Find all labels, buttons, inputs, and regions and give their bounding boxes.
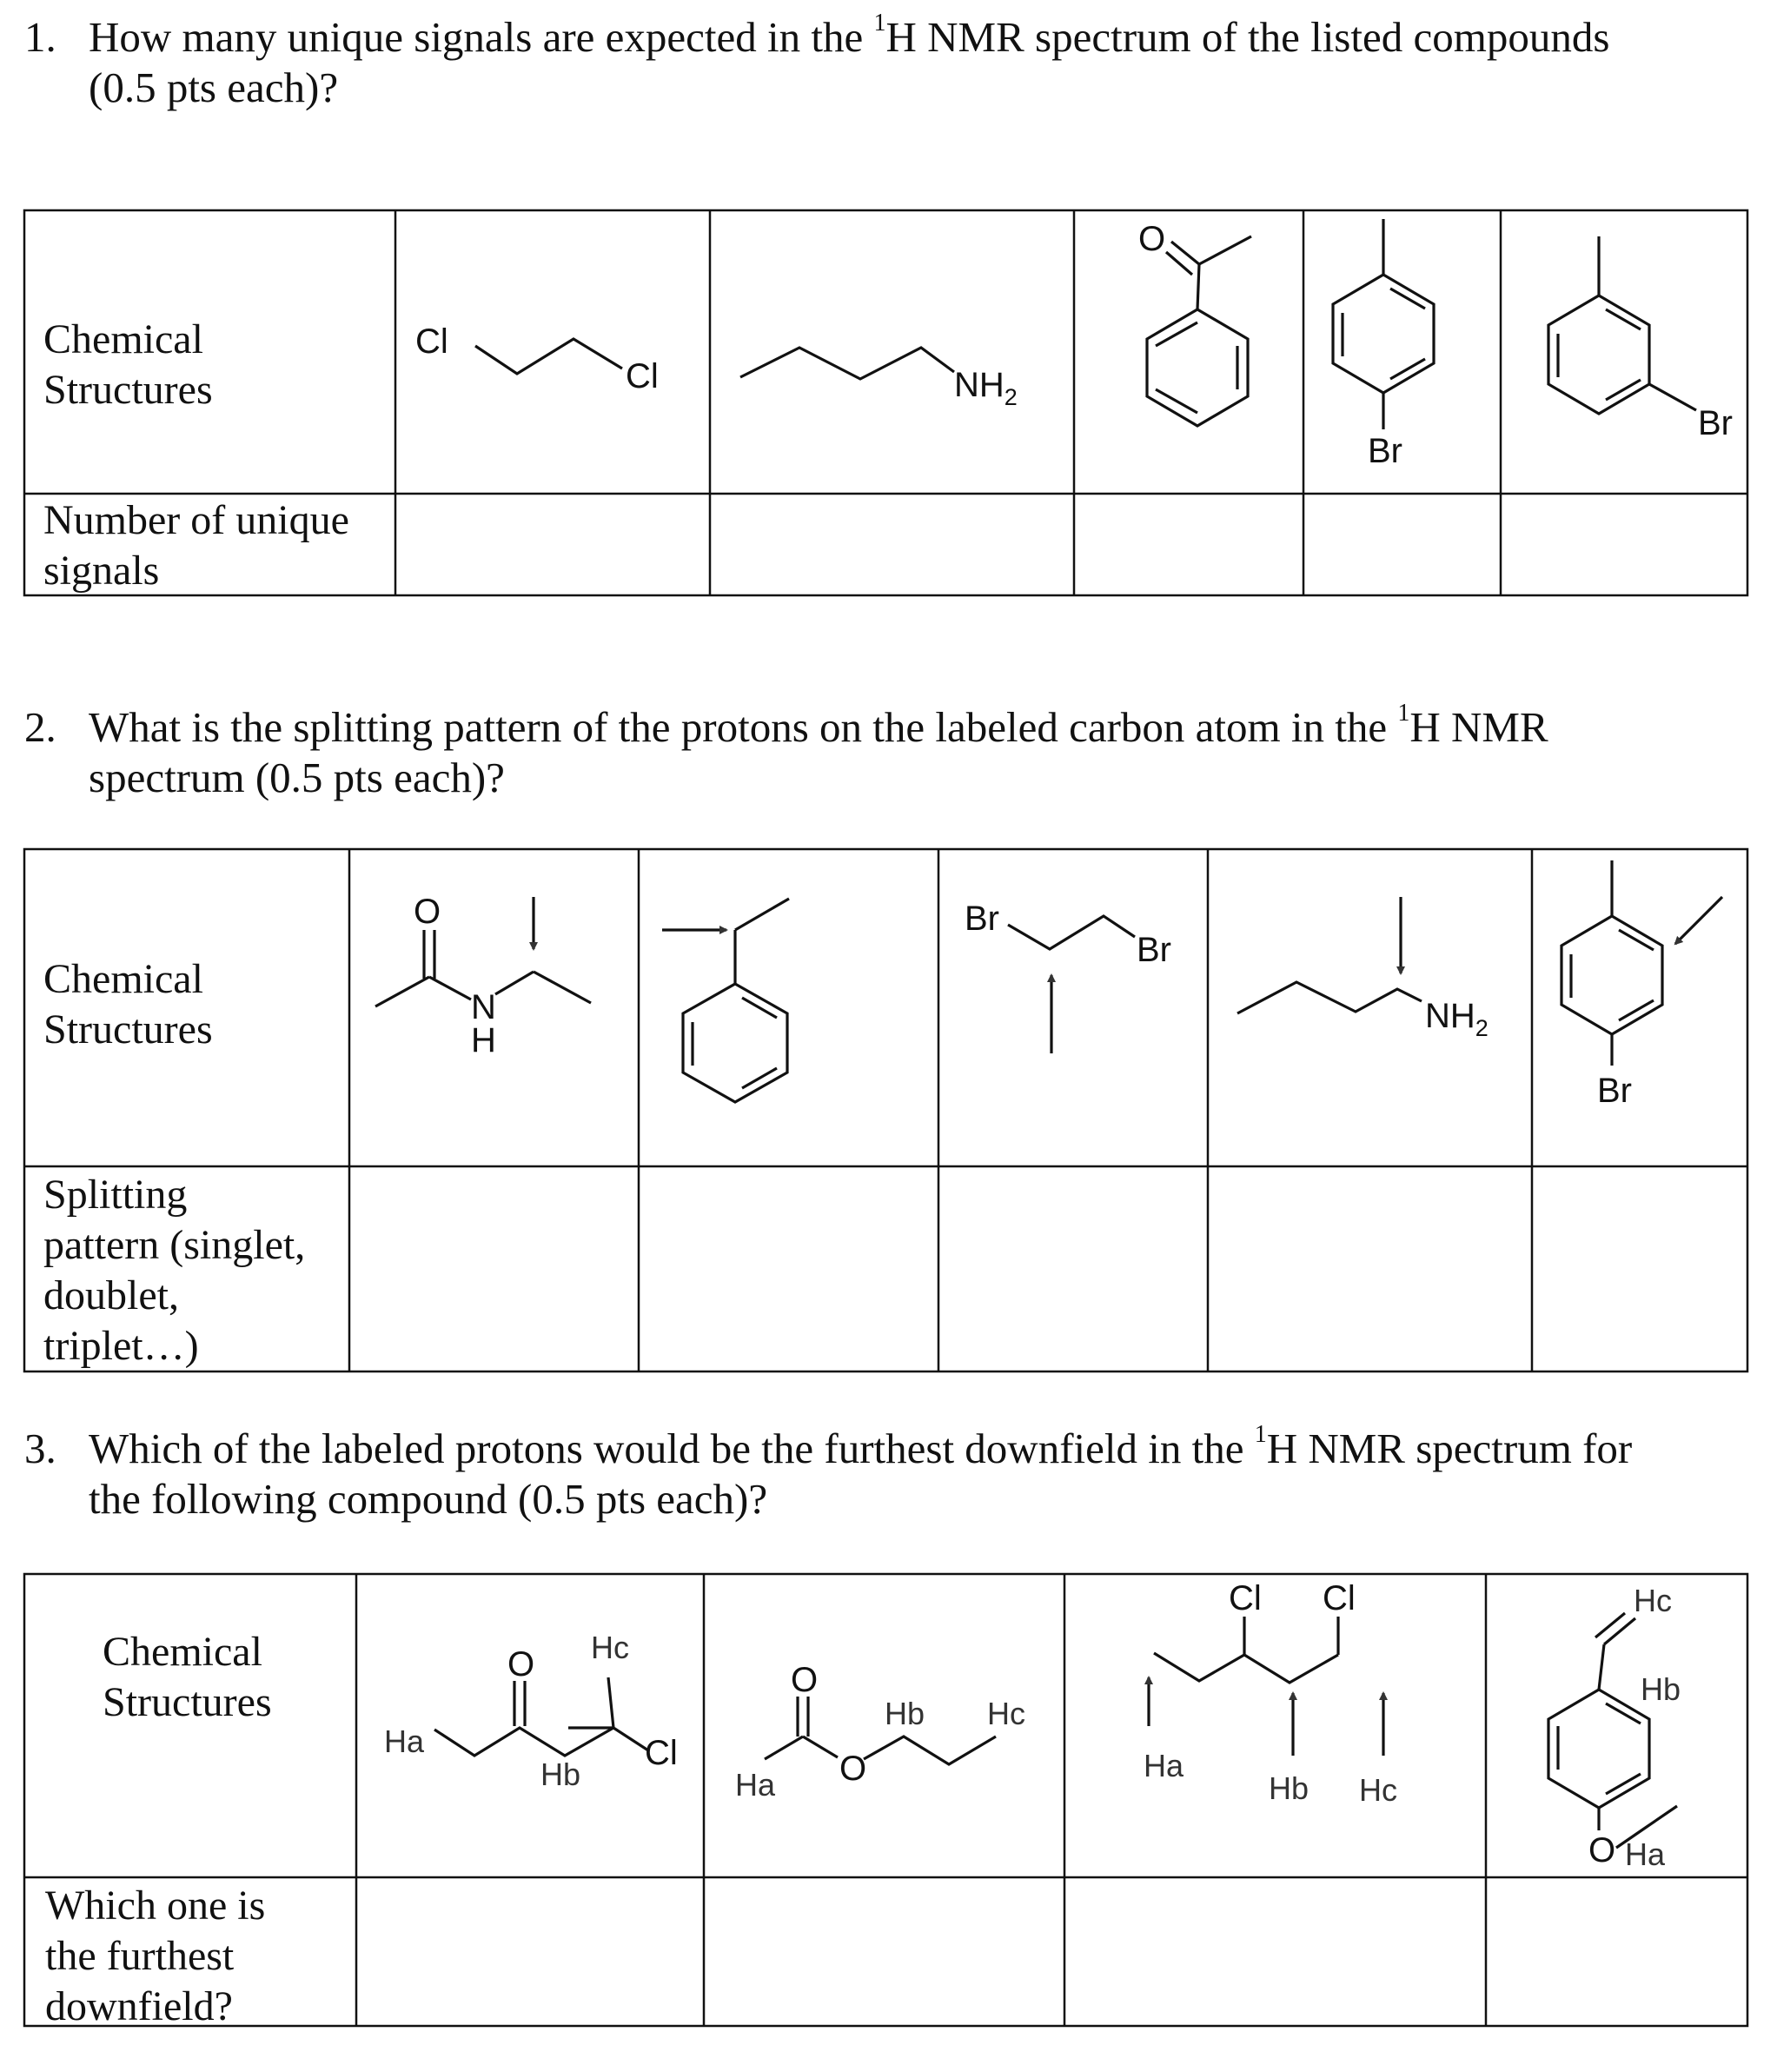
question-2-number: 2. xyxy=(24,703,56,751)
t3-c1-label-hc: Hc xyxy=(591,1630,629,1665)
t2-c5-bromine: Br xyxy=(1597,1072,1632,1110)
t3-structure-dichloroalkane xyxy=(1144,1579,1397,1808)
t3-c3-chlorine-2: Cl xyxy=(1323,1579,1356,1617)
t2-c3-bromine-left: Br xyxy=(965,900,999,938)
t1-c1-chlorine-right: Cl xyxy=(626,357,659,395)
question-3-text: Which of the labeled protons would be the furthest downfield in the $^1$H NMR spectrum for the following compound (0.5 pts each)? xyxy=(89,1421,1633,1523)
t1-c1-chlorine-left: Cl xyxy=(415,322,448,361)
t2-c1-oxygen: O xyxy=(414,893,441,931)
t3-c1-oxygen: O xyxy=(507,1645,535,1684)
t3-c2-label-ha: Ha xyxy=(735,1767,776,1803)
t2-c1-nitrogen: N xyxy=(471,988,496,1026)
t3-c2-oxygen-carbonyl: O xyxy=(791,1661,819,1699)
question-1-number: 1. xyxy=(24,13,56,61)
table-3-downfield-label: Which one is the furthest downfield? xyxy=(45,1883,266,2029)
t1-structure-3-bromotoluene xyxy=(1548,236,1733,442)
t3-c3-chlorine-1: Cl xyxy=(1229,1579,1262,1617)
t1-c5-bromine: Br xyxy=(1698,404,1733,442)
t3-c2-label-hb: Hb xyxy=(885,1696,925,1731)
table-1-structures-label: Chemical Structures xyxy=(43,316,213,413)
t3-c2-oxygen-ester: O xyxy=(839,1750,867,1788)
question-1-text: How many unique signals are expected in the $^1$H NMR spectrum of the listed compounds (0.5 pts each)? xyxy=(89,10,1610,111)
t3-c1-label-hb: Hb xyxy=(540,1757,581,1792)
t2-structure-butylamine xyxy=(1237,897,1489,1041)
t1-c4-bromine: Br xyxy=(1368,432,1402,470)
table-2-splitting-label: Splitting pattern (singlet, doublet, triplet…) xyxy=(43,1172,306,1369)
t1-structure-4-bromotoluene xyxy=(1333,219,1434,470)
t2-structure-ethylacetamide xyxy=(375,893,591,1059)
table-1-signals-label: Number of unique signals xyxy=(43,497,349,594)
t1-structure-acetophenone xyxy=(1138,220,1251,426)
t3-structure-ethoxystyrene xyxy=(1548,1583,1681,1872)
t2-c1-hydrogen: H xyxy=(471,1021,496,1059)
t3-c4-label-hb: Hb xyxy=(1641,1671,1681,1707)
t1-c3-oxygen: O xyxy=(1138,220,1166,258)
t3-structure-propyl-acetate xyxy=(735,1661,1025,1803)
t3-c1-label-ha: Ha xyxy=(384,1723,425,1759)
t3-structure-chloroketone xyxy=(384,1630,678,1792)
table-3-structures-label: Chemical Structures xyxy=(103,1629,272,1725)
t1-c2-amine: $NH_2$ xyxy=(954,366,1018,410)
t3-c3-label-ha: Ha xyxy=(1144,1748,1184,1783)
t2-structure-ethylbenzene xyxy=(662,899,789,1102)
t2-structure-4-bromotoluene xyxy=(1562,860,1722,1110)
t3-c4-label-hc: Hc xyxy=(1634,1583,1672,1618)
question-3-number: 3. xyxy=(24,1424,56,1472)
t1-structure-dichloropropane xyxy=(415,322,659,395)
question-2-text: What is the splitting pattern of the protons on the labeled carbon atom in the $^1$H NMR spectrum (0.5 pts each)? xyxy=(89,700,1548,801)
t1-structure-butylamine xyxy=(740,348,1018,410)
t3-c2-label-hc: Hc xyxy=(987,1696,1025,1731)
t2-c4-amine: $NH_2$ xyxy=(1425,997,1489,1041)
t3-c4-label-ha: Ha xyxy=(1625,1836,1666,1872)
t3-c3-label-hc: Hc xyxy=(1359,1772,1397,1808)
t3-c3-label-hb: Hb xyxy=(1269,1770,1310,1806)
t3-c1-chlorine: Cl xyxy=(645,1734,678,1772)
t3-c4-oxygen: O xyxy=(1588,1831,1616,1869)
table-2-structures-label: Chemical Structures xyxy=(43,956,213,1053)
t2-c3-bromine-right: Br xyxy=(1137,931,1171,969)
t2-structure-dibromopropane xyxy=(965,900,1171,1053)
